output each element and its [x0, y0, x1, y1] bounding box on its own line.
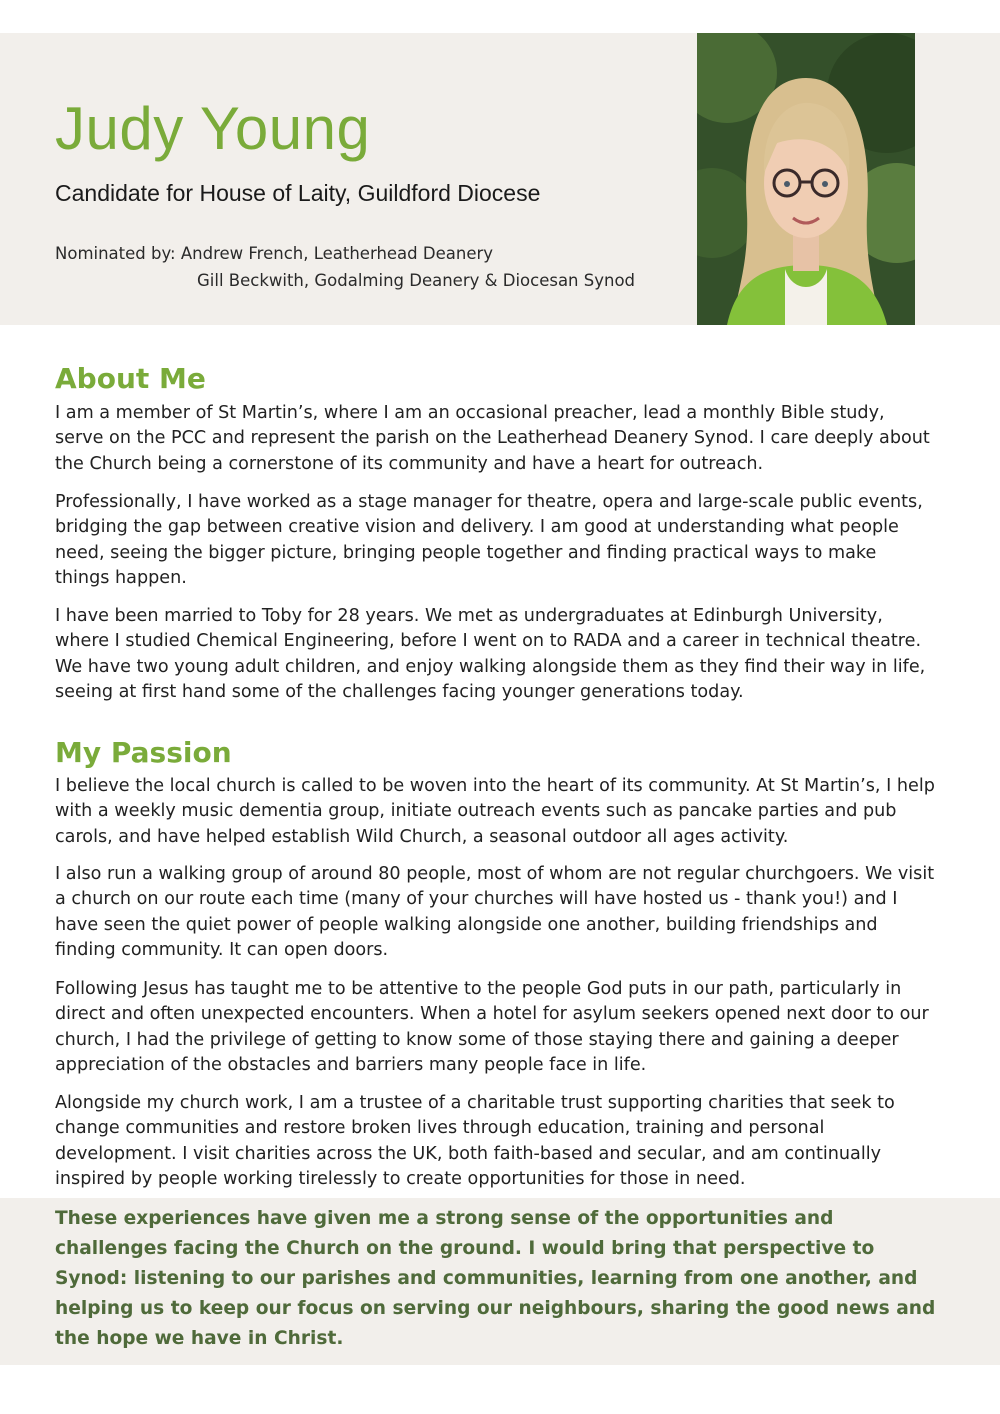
- portrait-photo: [697, 33, 915, 325]
- candidate-subtitle: Candidate for House of Laity, Guildford Diocese: [55, 180, 541, 206]
- passion-paragraph-2: I also run a walking group of around 80 people, most of whom are not regular churchgoers. We visit a church on our route each time (many of your churches will have hosted us - thank you!) and I have seen the quiet power of people walking alongside one another, building friendships and finding community. It can open doors.: [55, 864, 935, 960]
- passion-paragraph-4: Alongside my church work, I am a trustee of a charitable trust supporting charities that seek to change communities and restore broken lives through education, training and personal development. I visit charities across the UK, both faith-based and secular, and am continually inspired by people working tirelessly to create opportunities for those in need.: [55, 1093, 895, 1189]
- passion-paragraph-1: I believe the local church is called to be woven into the heart of its community. At St Martin’s, I help with a weekly music dementia group, initiate outreach events such as pancake parties and pub carols, and have helped establish Wild Church, a seasonal outdoor all ages activity.: [55, 776, 935, 847]
- nominated-by: [55, 240, 695, 294]
- my-passion-heading: My Passion: [55, 736, 232, 769]
- about-paragraph-3: I have been married to Toby for 28 years. We met as undergraduates at Edinburgh University, where I studied Chemical Engineering, before I went on to RADA and a career in technical theatre. We have two young adult children, and enjoy walking alongside them as they find their way in life, seeing at first hand some of the challenges facing younger generations today.: [55, 606, 926, 702]
- about-paragraph-1: I am a member of St Martin’s, where I am an occasional preacher, lead a monthly Bible study, serve on the PCC and represent the parish on the Leatherhead Deanery Synod. I care deeply about the Church being a cornerstone of its community and have a heart for outreach.: [55, 403, 930, 474]
- closing-statement: These experiences have given me a strong sense of the opportunities and challenges facing the Church on the ground. I would bring that perspective to Synod: listening to our parishes and communities, learning from one another, and helping us to keep our focus on serving our neighbours, sharing the good news and the hope we have in Christ.: [55, 1208, 936, 1349]
- candidate-name: Judy Young: [55, 95, 371, 162]
- about-me-heading: About Me: [55, 362, 206, 395]
- passion-paragraph-3: Following Jesus has taught me to be attentive to the people God puts in our path, particularly in direct and often unexpected encounters. When a hotel for asylum seekers opened next door to our church, I had the privilege of getting to know some of those staying there and gaining a deeper appreciation of the obstacles and barriers many people face in life.: [55, 979, 929, 1075]
- nominated-line-2: Gill Beckwith, Godalming Deanery & Diocesan Synod: [197, 271, 636, 290]
- nominated-line-1: Nominated by: Andrew French, Leatherhead Deanery: [55, 244, 494, 263]
- about-paragraph-2: Professionally, I have worked as a stage manager for theatre, opera and large-scale public events, bridging the gap between creative vision and delivery. I am good at understanding what people need, seeing the bigger picture, bringing people together and finding practical ways to make things happen.: [55, 492, 923, 588]
